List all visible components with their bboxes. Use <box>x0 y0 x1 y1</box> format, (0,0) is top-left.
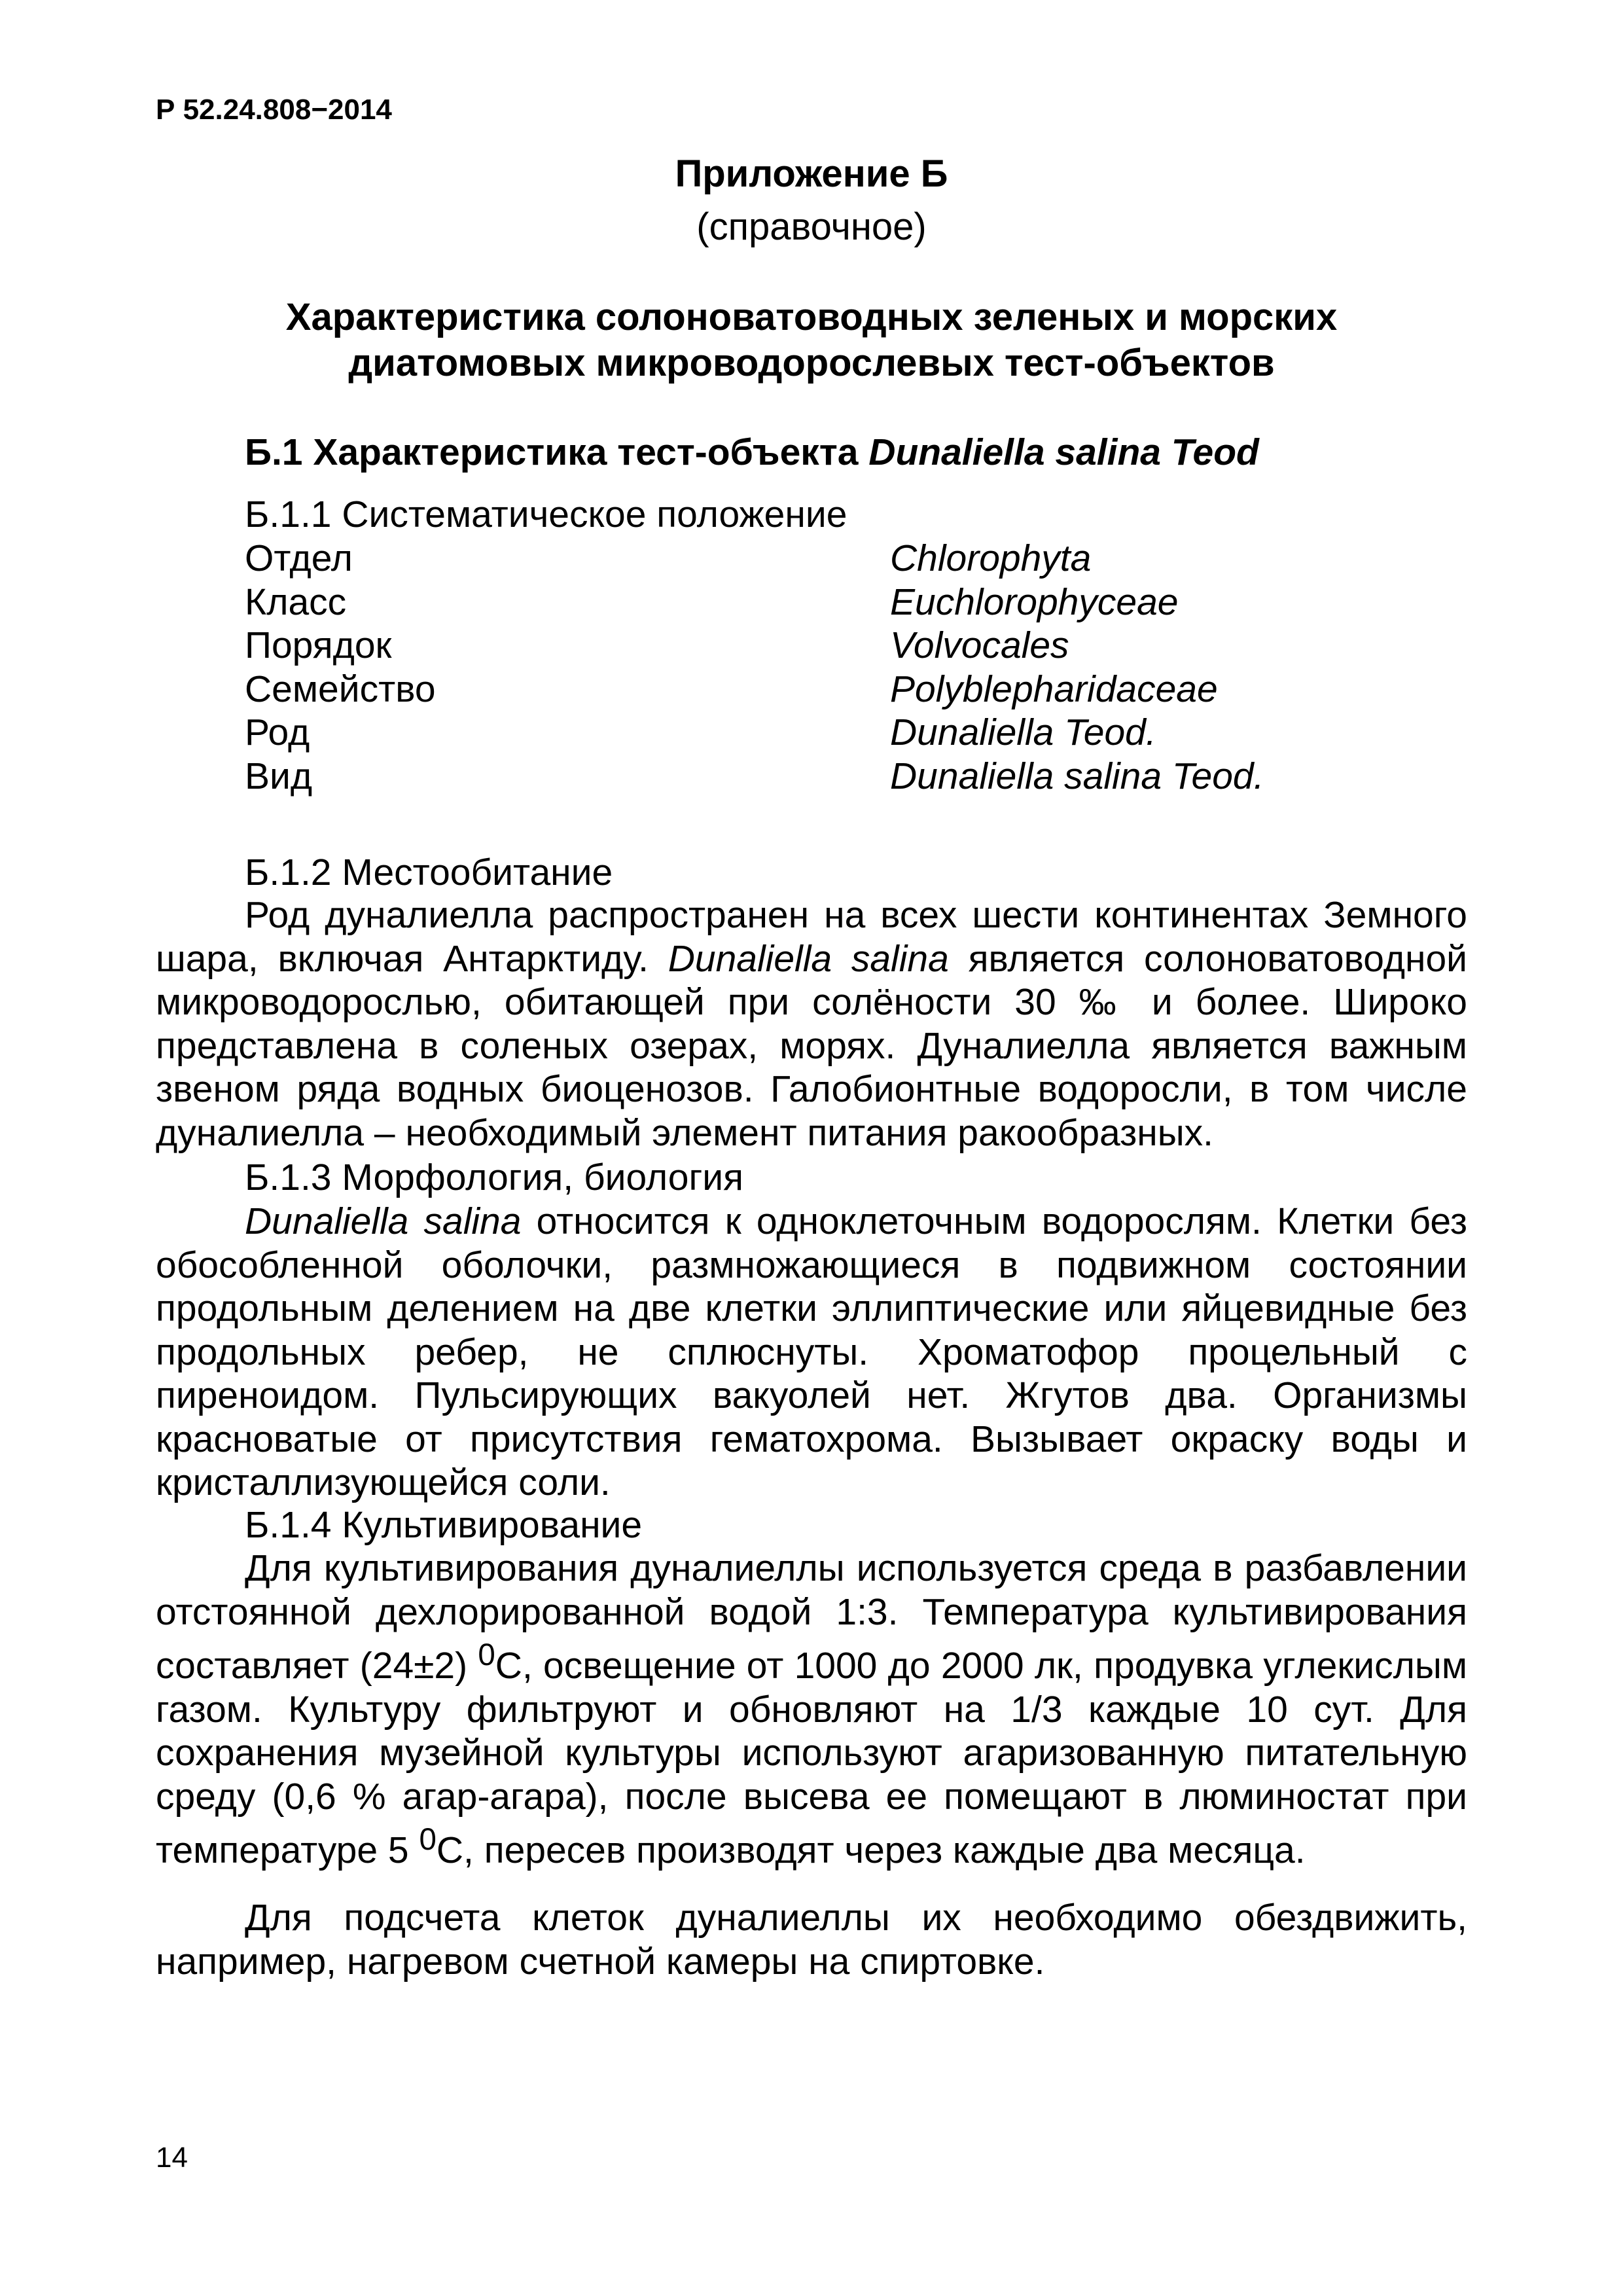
taxonomy-label: Класс <box>245 581 347 623</box>
taxonomy-row <box>245 624 1357 668</box>
b13-species: Dunaliella salina <box>245 1200 522 1242</box>
taxonomy-label: Отдел <box>245 537 353 579</box>
b14-text-c: С, пересев производят через каждые два месяца. <box>436 1829 1306 1871</box>
taxonomy-row <box>245 581 1357 624</box>
appendix-title: Приложение Б <box>675 152 948 195</box>
b11-heading: Б.1.1 Систематическое положение <box>245 493 847 535</box>
degree-superscript: 0 <box>419 1822 437 1857</box>
taxonomy-row <box>245 711 1357 755</box>
b14-text-b: С, освещение от 1000 до 2000 лк, продувка углекислым газом. Культуру фильтруют и обновляют на 1/3 каждые 10 сут. Для сохранения музейной культуры используют агаризованную питательную среду (0,6 % агар-агара), после высева ее помещают в люминостат при температуре 5 <box>156 1645 1468 1871</box>
taxonomy-label: Род <box>245 711 310 753</box>
b12-paragraph <box>156 893 1467 1155</box>
section-b1-heading <box>245 431 1259 474</box>
b13-text: относится к одноклеточным водорослям. Клетки без обособленной оболочки, размножающиеся в подвижном состоянии продольным делением на две клетки эллиптические или яйцевидные без продольных ребер, не сплюснуты. Хроматофор процельный с пиреноидом. Пульсирующих вакуолей нет. Жгутов два. Организмы красноватые от присутствия гематохрома. Вызывает окраску воды и кристаллизующейся соли. <box>156 1200 1467 1503</box>
taxonomy-row <box>245 668 1357 711</box>
b13-paragraph <box>156 1200 1467 1505</box>
b12-heading: Б.1.2 Местообитание <box>245 852 613 893</box>
taxonomy-row <box>245 537 1357 581</box>
appendix-heading-line-2: диатомовых микроводорослевых тест-объектов <box>348 342 1275 384</box>
taxonomy-value: Chlorophyta <box>890 537 1092 579</box>
taxonomy-label: Вид <box>245 755 313 797</box>
taxonomy-value: Dunaliella salina Teod. <box>890 755 1264 797</box>
section-b1-heading-prefix: Б.1 Характеристика тест-объекта <box>245 431 869 473</box>
b13-heading: Б.1.3 Морфология, биология <box>245 1157 743 1198</box>
taxonomy-value: Dunaliella Teod. <box>890 711 1156 753</box>
taxonomy-label: Порядок <box>245 624 392 666</box>
b14-paragraph-2: Для подсчета клеток дуналиеллы их необходимо обездвижить, например, нагревом счетной камеры на спиртовке. <box>156 1897 1467 1982</box>
b14-heading: Б.1.4 Культивирование <box>245 1504 643 1546</box>
taxonomy-table <box>245 537 1357 798</box>
b14-paragraph-1 <box>156 1547 1467 1873</box>
page-number: 14 <box>156 2142 188 2174</box>
appendix-heading-line-1: Характеристика солоноватоводных зеленых и морских <box>285 296 1338 338</box>
taxonomy-value: Polyblepharidaceae <box>890 668 1218 710</box>
taxonomy-value: Volvocales <box>890 624 1069 666</box>
degree-superscript: 0 <box>478 1638 495 1672</box>
taxonomy-value: Euchlorophyceae <box>890 581 1179 623</box>
b12-species: Dunaliella salina <box>668 937 949 980</box>
taxonomy-row <box>245 755 1357 798</box>
taxonomy-label: Семейство <box>245 668 436 710</box>
b14-text-a: Для культивирования дуналиеллы используется среда в разбавлении отстоянной дехлорированной водой 1:3. Температура культивирования составляет (24±2) <box>156 1547 1467 1687</box>
document-code: Р 52.24.808−2014 <box>156 94 392 126</box>
section-b1-heading-species: Dunaliella salina Teod <box>868 431 1259 473</box>
b12-text-a: Род дуналиелла распространен на всех шести континентах Земного шара, включая Антарктиду. <box>156 894 1467 980</box>
appendix-heading <box>156 295 1467 386</box>
appendix-subtitle: (справочное) <box>696 206 927 248</box>
b12-text-b: является солоноватоводной микроводорослью, обитающей при солёности 30 ‰ и более. Широко представлена в соленых озерах, морях. Дуналиелла является важным звеном ряда водных биоценозов. Галобионтные водоросли, в том числе дуналиелла – необходимый элемент питания ракообразных. <box>156 937 1467 1154</box>
